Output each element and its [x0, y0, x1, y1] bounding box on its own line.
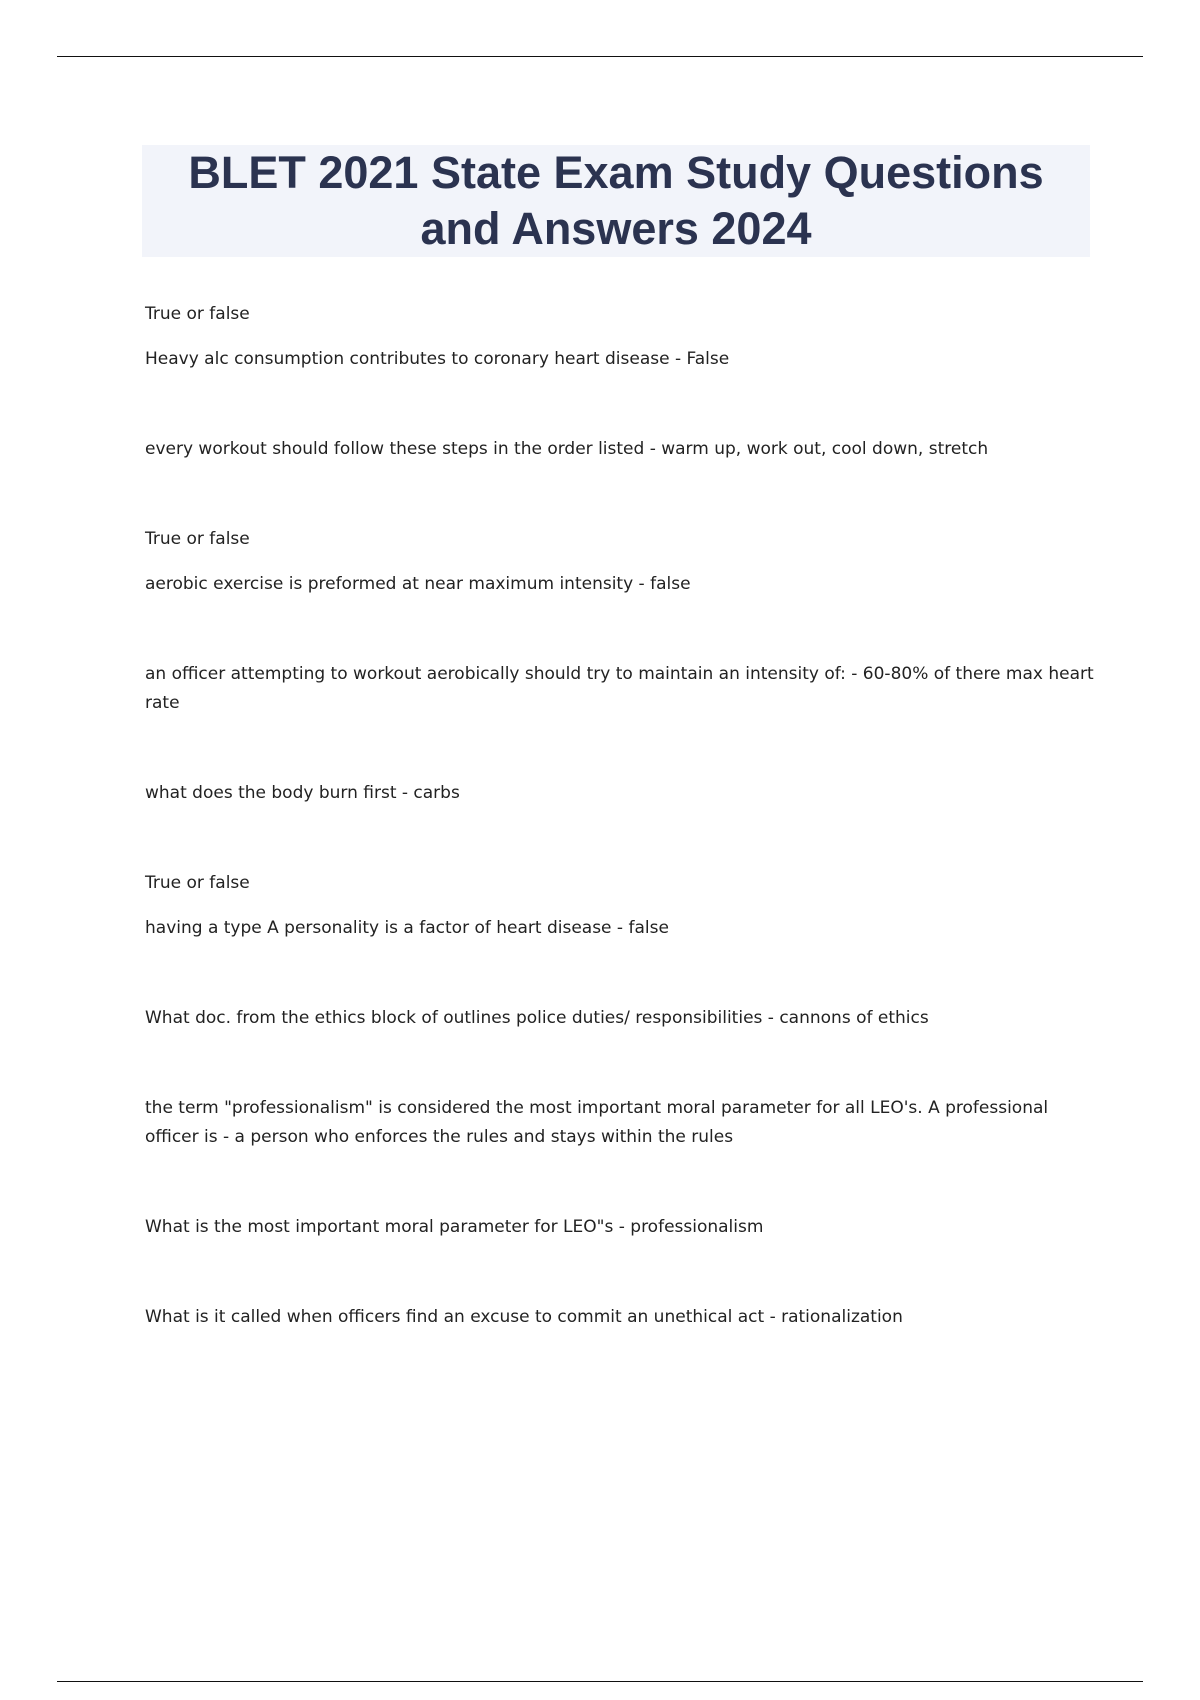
qa-entry: [145, 435, 1095, 464]
question-answer-text: What is the most important moral parameter for LEO"s - professionalism: [145, 1217, 764, 1237]
qa-entry: [145, 1213, 1095, 1242]
question-answer-text: What is it called when officers find an excuse to commit an unethical act - rationalization: [145, 1307, 903, 1327]
entry-spacer: [145, 1152, 1095, 1213]
qa-entry: [145, 1094, 1095, 1152]
qa-entry: [145, 1303, 1095, 1332]
entry-spacer: [145, 943, 1095, 1004]
entry-spacer: [145, 1242, 1095, 1303]
top-rule: [57, 56, 1143, 57]
question-answer-text: aerobic exercise is preformed at near maximum intensity - false: [145, 574, 691, 594]
question-prefix: True or false: [145, 529, 250, 549]
qa-entry: [145, 300, 1095, 374]
question-prefix: True or false: [145, 873, 250, 893]
entry-spacer: [145, 599, 1095, 660]
qa-entry: [145, 779, 1095, 808]
qa-entry: [145, 869, 1095, 943]
qa-entry: [145, 1004, 1095, 1033]
document-title-line-1: BLET 2021 State Exam Study Questions: [188, 147, 1044, 198]
title-banner: [142, 145, 1090, 257]
document-title-line-2: and Answers 2024: [420, 203, 812, 254]
question-answer-text: the term "professionalism" is considered the most important moral parameter for all LEO's. A professional officer is - a person who enforces the rules and stays within the rules: [145, 1098, 1049, 1147]
question-answer-text: Heavy alc consumption contributes to coronary heart disease - False: [145, 349, 730, 369]
qa-entry: [145, 525, 1095, 599]
question-answer-text: having a type A personality is a factor of heart disease - false: [145, 918, 669, 938]
entry-spacer: [145, 1033, 1095, 1094]
question-answer-text: an officer attempting to workout aerobically should try to maintain an intensity of: - 60-80% of there max heart rate: [145, 664, 1094, 713]
entry-spacer: [145, 374, 1095, 435]
qa-entry: [145, 660, 1095, 718]
bottom-rule: [57, 1681, 1143, 1682]
question-prefix: True or false: [145, 304, 250, 324]
question-answer-text: what does the body burn first - carbs: [145, 783, 460, 803]
question-answer-text: every workout should follow these steps in the order listed - warm up, work out, cool down, stretch: [145, 439, 989, 459]
entry-spacer: [145, 718, 1095, 779]
question-answer-text: What doc. from the ethics block of outlines police duties/ responsibilities - cannons of ethics: [145, 1008, 929, 1028]
qa-list: [145, 300, 1095, 1332]
entry-spacer: [145, 808, 1095, 869]
entry-spacer: [145, 464, 1095, 525]
